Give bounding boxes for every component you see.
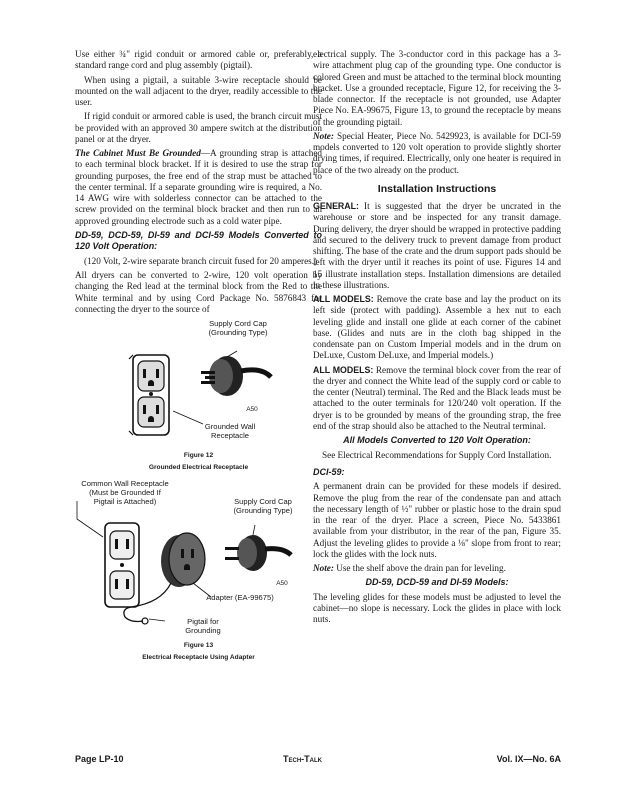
figure-12 (75, 321, 322, 471)
paragraph: If rigid conduit or armored cable is used, the branch circuit must be provided with an approved 30 ampere switch at the distribution panel or at the dryer. (75, 111, 322, 144)
paragraph-all-models (313, 365, 561, 433)
label-common-wall-receptacle: Common Wall Receptacle (Must be Grounded If Pigtail is Attached) (81, 479, 169, 506)
inline-heading: The Cabinet Must Be Grounded (75, 148, 201, 158)
paragraph-text: It is suggested that the dryer be uncrated in the warehouse or store and be inspected for any transit damage. During delivery, the dryer should be wrapped in protective padding and secured to the delivery truck to prevent damage from product shifting. The base of the crate and the drum support pads should be left with the dryer until it reaches its point of use. Figures 14 and 15 illustrate installation steps. Installation dimensions are detailed in these illustrations. (313, 201, 561, 290)
label-supply-cord-cap: Supply Cord Cap (Grounding Type) (208, 319, 268, 337)
left-column (75, 49, 322, 662)
right-column (313, 49, 561, 629)
paragraph-note (313, 131, 561, 176)
page-number: Page LP-10 (75, 754, 124, 764)
figure-13 (75, 479, 322, 662)
inline-heading: Note: (313, 563, 334, 573)
issue-number: Vol. IX—No. 6A (496, 754, 561, 764)
inline-heading: ALL MODELS: (313, 294, 374, 304)
paragraph-general (313, 201, 561, 291)
figure-number: Figure 12 (183, 452, 214, 459)
paragraph-all-models (313, 294, 561, 362)
figure-caption: Electrical Receptacle Using Adapter (142, 654, 255, 662)
section-title: Installation Instructions (377, 182, 497, 195)
paragraph: A permanent drain can be provided for these models if desired. Remove the plug from the rear of the condensate pan and attach the necessary length of ½" rubber or plastic hose to the drain spud in the rear of the dryer. Place a screen, Piece No. 5433861 available from your distributor, in the rear of the pan, Figure 35. Adjust the leveling glides to provide a ⅛" slope from front to rear; lock the glides with the lock nuts. (313, 481, 561, 559)
paragraph: (120 Volt, 2-wire separate branch circuit fused for 20 amperes.) (84, 255, 318, 266)
label-code: A50 (246, 406, 258, 413)
paragraph-note (313, 563, 561, 574)
paragraph: The leveling glides for these models must be adjusted to level the cabinet—no slope is necessary. Lock the glides in place with lock nuts. (313, 591, 561, 625)
label-pigtail: Pigtail for Grounding (185, 617, 221, 635)
label-code: A50 (276, 580, 288, 587)
paragraph: electrical supply. The 3-conductor cord in this package has a 3-wire attachment plug cap of the grounding type. One conductor is colored Green and must be attached to the terminal block mounting bracket. Use a grounded receptacle, Figure 12, for receiving the 3-blade connector. If the receptacle is not grounded, use Adapter Piece No. EA-99675, Figure 13, to ground the receptacle by means of the grounding pigtail. (313, 49, 561, 127)
inline-heading: Note: (313, 130, 334, 141)
paragraph: See Electrical Recommendations for Supply Cord Installation. (322, 449, 552, 460)
publication-name: Tech-Talk (283, 754, 322, 764)
label-adapter: Adapter (EA-99675) (206, 593, 274, 602)
inline-heading: ALL MODELS: (313, 364, 374, 375)
paragraph-text: Special Heater, Piece No. 5429923, is available for DCI-59 models converted to 120 volt operation to provide slightly shorter drying times, if required. Electrically, only one heater is required in place of the two already on the product. (313, 130, 561, 175)
paragraph-text: —A grounding strap is attached to each terminal block bracket. If it is desired to use the strap for grounding purposes, the free end of the strap must be attached to the center terminal. If a separate grounding wire is required, a No. 14 AWG wire with solderless connector can be attached to the screw provided on the terminal block bracket and then run to an approved grounding electrode such as a cold water pipe. (75, 148, 322, 226)
paragraph-text: Remove the crate base and lay the product on its left side (protect with padding). Assemble a hex nut to each leveling glide and install one glide at each corner of the cabinet base. (Glides and nuts are in the cloth bag shipped in the condensate pan on Custom Imperial models and in the drum on DeLuxe, Custom DeLuxe, and Imperial models.) (313, 294, 561, 361)
paragraph: When using a pigtail, a suitable 3-wire receptacle should be mounted on the wall adjacent to the dryer, readily accessible to the user. (75, 74, 322, 107)
inline-heading: GENERAL: (313, 201, 359, 211)
paragraph: All dryers can be converted to 2-wire, 120 volt operation by changing the Red lead at the terminal block from the Red to the White terminal and by using Cord Package No. 5876843 for connecting the dryer to the source of (75, 270, 322, 314)
figure-number: Figure 13 (183, 642, 214, 649)
paragraph-text: Use the shelf above the drain pan for leveling. (333, 563, 506, 573)
figure-caption: Grounded Electrical Receptacle (148, 464, 249, 472)
section-heading: All Models Converted to 120 Volt Operation: (343, 435, 531, 445)
paragraph-grounding (75, 148, 322, 227)
section-heading: DCI-59: (313, 466, 345, 477)
label-supply-cord-cap: Supply Cord Cap (Grounding Type) (233, 497, 293, 515)
paragraph-text: Remove the terminal block cover from the rear of the dryer and connect the White lead of the supply cord or cable to the center (Neutral) terminal. The Red and the Black leads must be attached to the outer terminals for 120/240 volt operation. If the dryer is to be grounded by means of the grounding strap, the free end of the strap should also be attached to the Neutral terminal. (313, 364, 562, 431)
section-heading: DD-59, DCD-59, DI-59 and DCI-59 Models Converted to 120 Volt Operation: (75, 229, 322, 252)
section-heading: DD-59, DCD-59 and DI-59 Models: (365, 577, 509, 588)
paragraph: Use either ¾" rigid conduit or armored cable or, preferably, a standard range cord and plug assembly (pigtail). (75, 49, 322, 71)
label-grounded-wall-receptacle: Grounded Wall Receptacle (204, 422, 256, 440)
